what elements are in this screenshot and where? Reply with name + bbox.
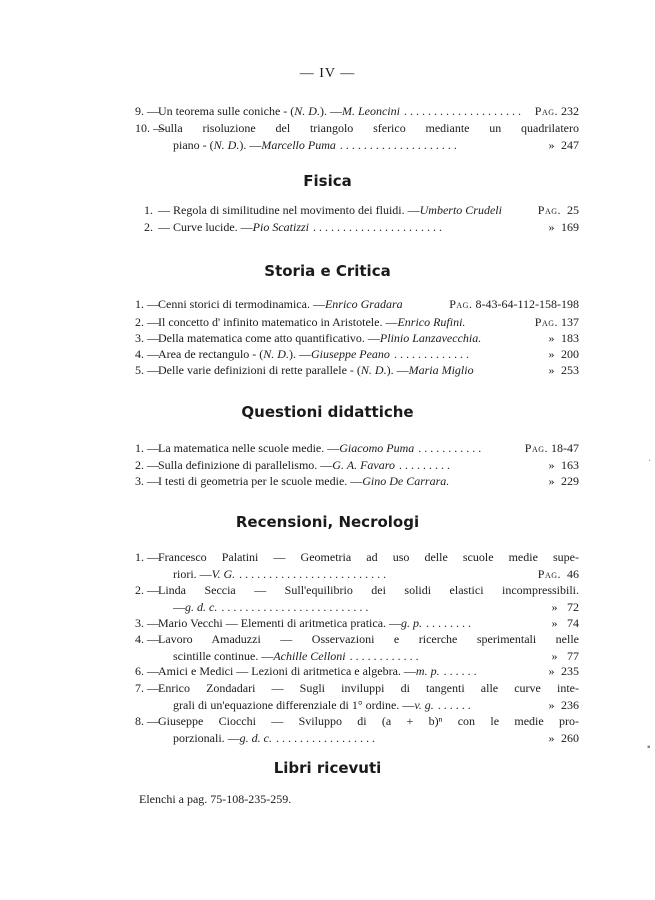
page-value: 183 (561, 331, 579, 345)
page-ref (549, 362, 580, 378)
entry-title: Il concetto d' infinito matematico in Aristotele. — (158, 315, 398, 329)
entry-separator: ). — (386, 363, 409, 377)
page-value: 72 (567, 600, 579, 614)
entry-title: Delle varie definizioni di rette parallele - ( (158, 363, 361, 377)
page-ref (549, 697, 580, 713)
page-label: » (548, 138, 555, 152)
section-title-questioni: Questioni didattiche (241, 403, 414, 421)
page-label: Pag. (524, 441, 548, 455)
page-value: 169 (561, 220, 579, 234)
entry-author: M. Leoncini (341, 104, 400, 118)
page-value: 260 (561, 731, 579, 745)
entry-title: Della matematica come atto quantificativo. — (158, 331, 380, 345)
page-value: 137 (561, 315, 579, 329)
page-ref (535, 314, 579, 330)
page-value: 247 (561, 138, 579, 152)
entry-title: — Regola di similitudine nel movimento dei fluidi. — (158, 203, 420, 217)
entry-number: 8. — (135, 714, 159, 728)
entry-author: V. G. (211, 567, 236, 581)
entry-author: Umberto Crudeli (419, 203, 502, 217)
page-ref (549, 457, 580, 473)
page-ref (552, 599, 580, 615)
entry-number: 5. — (135, 363, 159, 377)
entry-title: Lavoro Amaduzzi — Osservazioni e ricerche sperimentali nelle (158, 632, 579, 646)
page-value: 77 (567, 649, 579, 663)
section-title-recensioni: Recensioni, Necrologi (235, 513, 420, 531)
leader-dots: . . . . . . . . . . . . . . . . . . . . (403, 104, 521, 118)
page-label: Pag. (534, 104, 558, 118)
entry-author: Marcello Puma (261, 138, 336, 152)
page-label: » (548, 220, 555, 234)
page-value: 8-43-64-112-158-198 (475, 297, 579, 311)
entry-author: g. d. c. (185, 600, 218, 614)
entry-title: Linda Seccia — Sull'equilibrio dei solidi elastici incompressibili. (158, 583, 579, 597)
entry-author: Achille Celloni (273, 649, 346, 663)
entry-note: N. D. (213, 138, 240, 152)
page-value: 253 (561, 363, 579, 377)
entry-title: Sulla risoluzione del triangolo sferico mediante un quadrilatero (158, 121, 579, 135)
page-ref (549, 346, 580, 362)
page-label: » (548, 363, 555, 377)
entry-author: v. g. (414, 698, 434, 712)
entry-number: 1. — (135, 297, 159, 311)
entry-note: N. D. (294, 104, 320, 118)
leader-dots: . . . . . . (443, 664, 477, 678)
page-ref (552, 648, 580, 664)
entry-number: 4. — (135, 632, 159, 646)
entry-title: Amici e Medici — Lezioni di aritmetica e algebra. — (158, 664, 416, 678)
leader-dots: . . . . . . . . . . . . . . . . . . . . . . . . . (239, 567, 387, 581)
page-value: 74 (567, 616, 579, 630)
entry-number: 2. — (135, 315, 159, 329)
entry-continuation: grali di un'equazione differenziale di 1° ordine. — (173, 698, 415, 712)
entry-number: 3. — (135, 616, 159, 630)
entry-number: 10. — (135, 121, 165, 135)
page-ref (549, 663, 580, 679)
entry-title: Sulla definizione di parallelismo. — (158, 458, 333, 472)
entry-separator: ). — (288, 347, 311, 361)
entry-title: I testi di geometria per le scuole medie. — (158, 474, 363, 488)
entry-author: Pio Scatizzi (252, 220, 309, 234)
entry-number: 3. — (135, 474, 159, 488)
entry-author: Enrico Rufini. (397, 315, 466, 329)
entry-number: 2. — (135, 583, 159, 597)
leader-dots: . . . . . . . . . (398, 458, 450, 472)
entry-note: N. D. (360, 363, 387, 377)
page-label: » (548, 458, 555, 472)
libri-text: Elenchi a pag. 75-108-235-259. (139, 792, 292, 806)
page-label: » (548, 474, 555, 488)
leader-dots: . . . . . . (437, 698, 471, 712)
page-value: 235 (561, 664, 579, 678)
entry-author: Giuseppe Peano (310, 347, 390, 361)
page-ref (549, 137, 580, 153)
entry-number: 4. — (135, 347, 159, 361)
page-label: Pag. (537, 567, 561, 581)
margin-mark: · (648, 456, 652, 467)
entry-number: 1. — (135, 441, 159, 455)
entry-separator: ). — (319, 104, 342, 118)
entry-continuation: scintille continue. — (173, 649, 274, 663)
page-value: 200 (561, 347, 579, 361)
section-title-storia: Storia e Critica (264, 262, 391, 280)
entry-title: Giuseppe Ciocchi — Sviluppo di (a + b)ⁿ con le medie pro- (158, 714, 579, 728)
entry-title: Francesco Palatini — Geometria ad uso delle scuole medie supe- (158, 550, 579, 564)
page-label: » (548, 347, 555, 361)
page-ref (538, 566, 579, 582)
page-ref (549, 473, 580, 489)
entry-number: 1. (144, 203, 153, 217)
page-number: — IV — (299, 66, 356, 81)
page-label: Pag. (534, 315, 558, 329)
page-value: 163 (561, 458, 579, 472)
entry-author: Giacomo Puma (339, 441, 415, 455)
page-value: 236 (561, 698, 579, 712)
entry-author: G. A. Favaro (332, 458, 395, 472)
page-ref (552, 615, 580, 631)
entry-number: 9. — (135, 104, 159, 118)
page-ref (549, 730, 580, 746)
entry-author: Enrico Gradara (324, 297, 403, 311)
entry-continuation: porzionali. — (173, 731, 240, 745)
entry-title: Cenni storici di termodinamica. — (158, 297, 325, 311)
page-label: Pag. (537, 203, 561, 217)
leader-dots: . . . . . . . . . . . . . (393, 347, 469, 361)
entry-title: — Curve lucide. — (158, 220, 253, 234)
entry-title: La matematica nelle scuole medie. — (158, 441, 340, 455)
entry-author: g. d. c. (239, 731, 272, 745)
entry-continuation: — (173, 600, 185, 614)
leader-dots: . . . . . . . . . . . . . . . . . . . . (339, 138, 457, 152)
page-ref (449, 296, 579, 312)
page-value: 229 (561, 474, 579, 488)
entry-number: 2. — (135, 458, 159, 472)
entry-number: 7. — (135, 681, 159, 695)
page-label: » (548, 698, 555, 712)
page-label: » (548, 731, 555, 745)
leader-dots: . . . . . . . . . . . (418, 441, 482, 455)
entry-title: Un teorema sulle coniche - ( (158, 104, 295, 118)
entry-author: Plinio Lanzavecchia. (379, 331, 482, 345)
entry-author: Gino De Carrara. (362, 474, 450, 488)
entry-number: 1. — (135, 550, 159, 564)
page-ref (535, 103, 579, 119)
entry-title: Enrico Zondadari — Sugli inviluppi di tangenti alle curve inte- (158, 681, 579, 695)
margin-mark: ▪ (647, 742, 651, 753)
section-title-libri: Libri ricevuti (273, 759, 382, 777)
page-ref (525, 440, 579, 456)
entry-author: g. p. (401, 616, 423, 630)
entry-separator: ). — (239, 138, 262, 152)
page-label: » (551, 600, 558, 614)
page-value: 18-47 (551, 441, 579, 455)
leader-dots: . . . . . . . . . . . . . . . . . . . . . . . . . (221, 600, 369, 614)
page-value: 232 (561, 104, 579, 118)
entry-number: 3. — (135, 331, 159, 345)
page-label: » (551, 649, 558, 663)
leader-dots: . . . . . . . . . . . . . . . . . . . . . . (313, 220, 442, 234)
section-title-fisica: Fisica (303, 172, 352, 190)
entry-note: N. D. (263, 347, 289, 361)
leader-dots: . . . . . . . . . . . . (349, 649, 419, 663)
page-ref (549, 330, 580, 346)
entry-author: Maria Miglio (408, 363, 474, 377)
page-ref (549, 219, 580, 235)
entry-continuation: piano - ( (173, 138, 214, 152)
entry-continuation: riori. — (173, 567, 212, 581)
page-label: » (548, 331, 555, 345)
leader-dots: . . . . . . . . . . . . . . . . . (275, 731, 375, 745)
page-label: Pag. (449, 297, 473, 311)
page-value: 46 (567, 567, 579, 581)
entry-title: Mario Vecchi — Elementi di aritmetica pratica. — (158, 616, 402, 630)
entry-number: 2. (144, 220, 153, 234)
entry-author: m. p. (415, 664, 440, 678)
entry-title: Area de rectangulo - ( (158, 347, 264, 361)
page-label: » (551, 616, 558, 630)
page-label: » (548, 664, 555, 678)
page-value: 25 (567, 203, 579, 217)
page-ref (538, 202, 579, 218)
entry-number: 6. — (135, 664, 159, 678)
leader-dots: . . . . . . . . (426, 616, 472, 630)
